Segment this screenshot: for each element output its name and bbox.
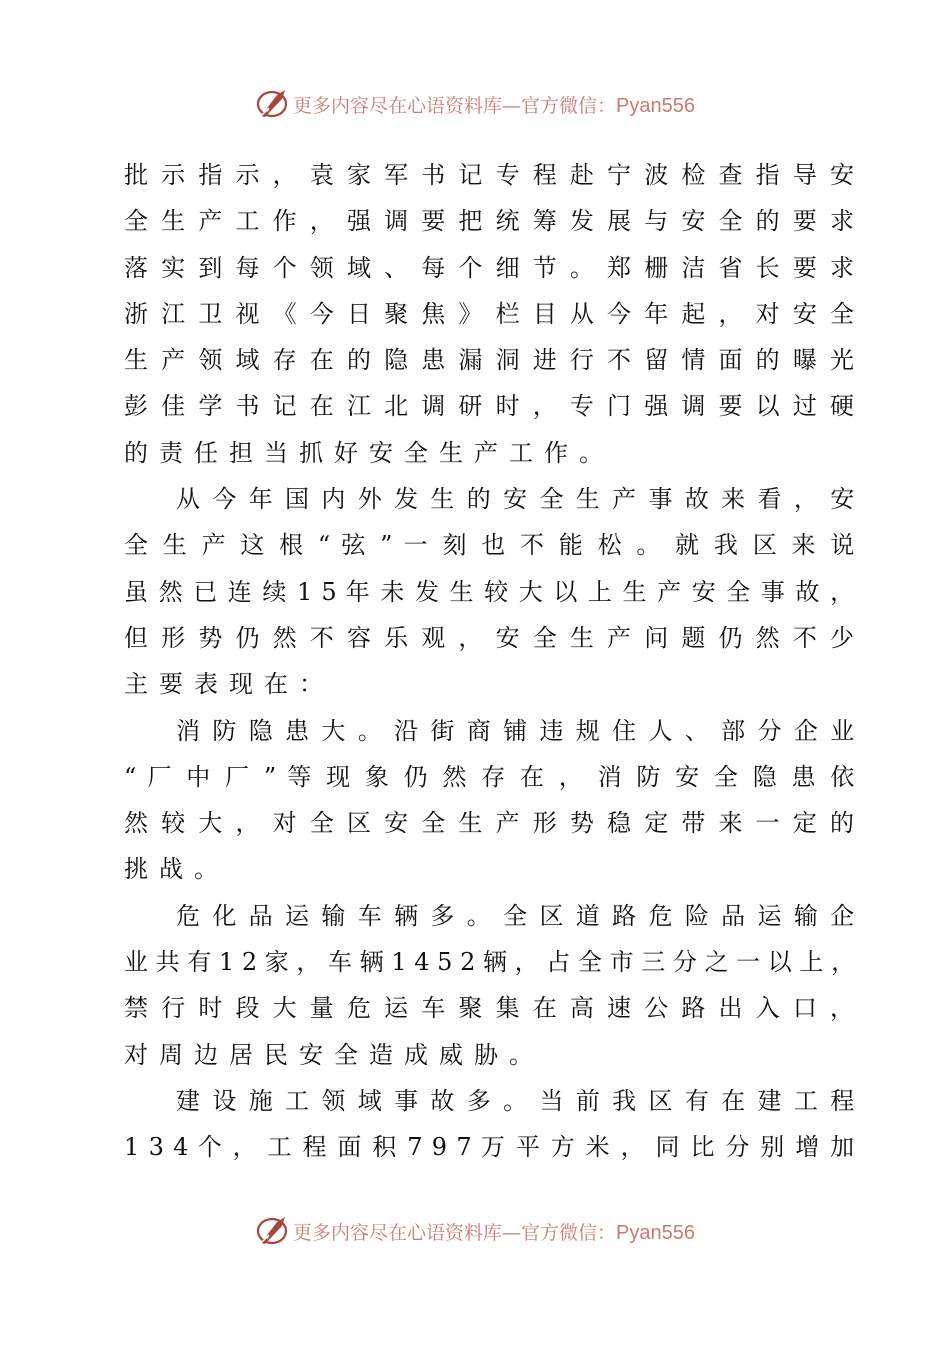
text-line: “ 厂 中 厂 ” 等 现 象 仍 然 存 在 ， 消 防 安 全 隐 患 依 xyxy=(124,762,855,791)
text-line: 全 生 产 这 根 “ 弦 ” 一 刻 也 不 能 松 。 就 我 区 来 说 xyxy=(124,531,855,560)
text-line: 但 形 势 仍 然 不 容 乐 观 ， 安 全 生 产 问 题 仍 然 不 少 xyxy=(124,623,854,652)
banner-title: 更多内容尽在心语资料库—官方微信： xyxy=(293,1221,617,1244)
header-banner xyxy=(0,84,950,124)
pen-nib-logo-icon xyxy=(255,86,291,122)
text-line: 批 示 指 示 ， 袁 家 军 书 记 专 程 赴 宁 波 检 查 指 导 安 xyxy=(124,161,854,189)
text-line: 1 3 4 个 ， 工 程 面 积 7 9 7 万 平 方 米 ， 同 比 分 别 增 加 xyxy=(124,1133,855,1162)
text-line: 虽 然 已 连 续 1 5 年 未 发 生 较 大 以 上 生 产 安 全 事 故 ， xyxy=(124,577,855,606)
document-body xyxy=(124,152,854,1171)
text-line: 消 防 隐 患 大 。 沿 街 商 铺 违 规 住 人 、 部 分 企 业 xyxy=(176,716,855,745)
text-line: 落 实 到 每 个 领 域 、 每 个 细 节 。 郑 栅 洁 省 长 要 求 xyxy=(124,253,854,282)
text-line: 从 今 年 国 内 外 发 生 的 安 全 生 产 事 故 来 看 ， 安 xyxy=(176,485,855,514)
text-line: 彭 佳 学 书 记 在 江 北 调 研 时 ， 专 门 强 调 要 以 过 硬 xyxy=(124,392,854,421)
text-line: 对周边居民安全造成威胁。 xyxy=(124,1040,544,1069)
text-line: 禁 行 时 段 大 量 危 运 车 聚 集 在 高 速 公 路 出 入 口 ， xyxy=(124,994,854,1023)
text-line: 危 化 品 运 输 车 辆 多 。 全 区 道 路 危 险 品 运 输 企 xyxy=(176,901,855,930)
pen-nib-logo-icon xyxy=(255,1213,291,1249)
footer-banner xyxy=(0,1211,950,1251)
banner-title: 更多内容尽在心语资料库—官方微信： xyxy=(293,94,617,117)
wechat-id: Pyan556 xyxy=(616,1221,695,1244)
text-line: 全 生 产 工 作 ， 强 调 要 把 统 筹 发 展 与 安 全 的 要 求 xyxy=(124,207,854,236)
wechat-id: Pyan556 xyxy=(616,94,695,117)
banner-text xyxy=(293,1218,695,1245)
text-line: 主要表现在： xyxy=(124,670,334,699)
text-line: 业 共 有 1 2 家 ， 车 辆 1 4 5 2 辆 ， 占 全 市 三 分 之 一 以 上 ， xyxy=(124,948,856,977)
text-line: 建 设 施 工 领 域 事 故 多 。 当 前 我 区 有 在 建 工 程 xyxy=(176,1086,855,1115)
text-line: 挑战。 xyxy=(124,855,229,884)
banner-text xyxy=(293,91,695,118)
text-line: 的责任担当抓好安全生产工作。 xyxy=(124,438,614,467)
text-line: 生 产 领 域 存 在 的 隐 患 漏 洞 进 行 不 留 情 面 的 曝 光 xyxy=(124,346,854,375)
text-line: 浙 江 卫 视 《 今 日 聚 焦 》 栏 目 从 今 年 起 ， 对 安 全 xyxy=(124,299,854,328)
text-line: 然 较 大 ， 对 全 区 安 全 生 产 形 势 稳 定 带 来 一 定 的 xyxy=(124,809,854,838)
